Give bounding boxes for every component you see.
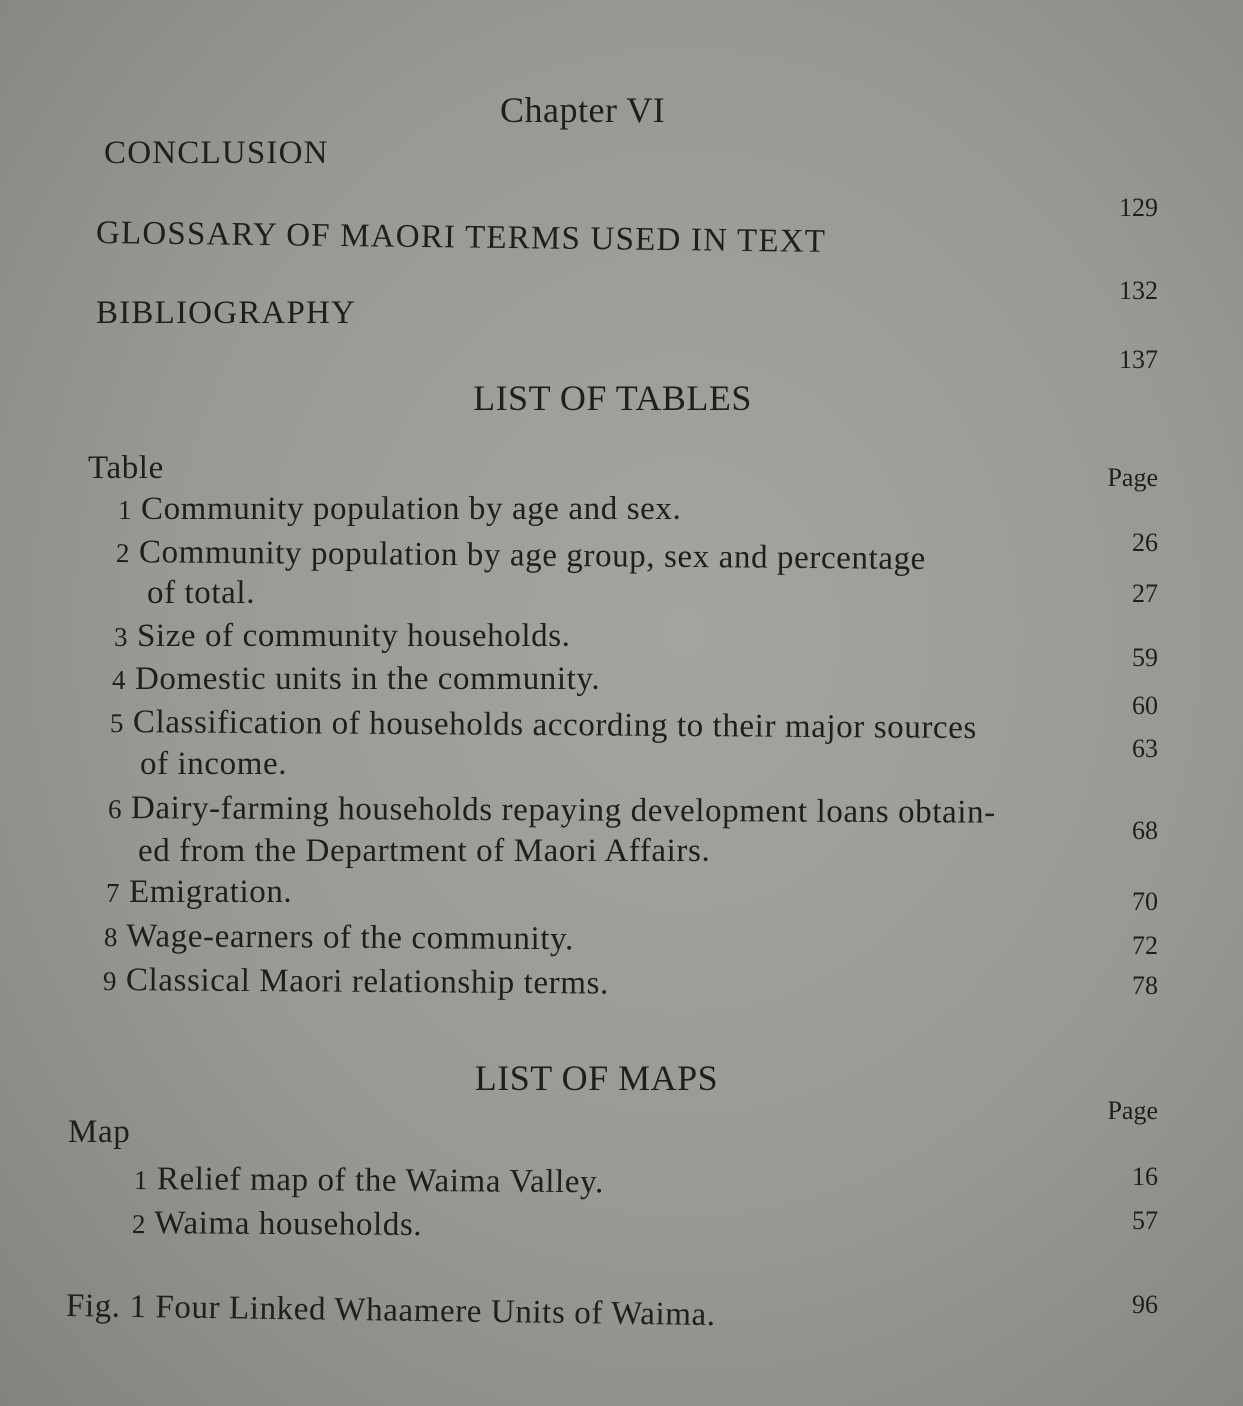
- table-title: Community population by age and sex.: [140, 491, 682, 527]
- table-number: 3: [114, 622, 129, 652]
- maps-page-label: Page: [1107, 1096, 1158, 1125]
- table-number: 2: [115, 538, 131, 569]
- table-row-3: [114, 620, 571, 653]
- map-number: 1: [133, 1165, 149, 1196]
- map-page: 57: [1132, 1206, 1158, 1235]
- table-title: Dairy-farming households repaying development loans obtain-: [130, 790, 996, 831]
- table-page: 59: [1132, 643, 1158, 672]
- tables-column-label: Table: [88, 450, 164, 486]
- chapter-heading: Chapter VI: [500, 90, 666, 130]
- table-page: 68: [1132, 816, 1158, 845]
- entry-conclusion-page: 129: [1119, 193, 1158, 222]
- table-page: 60: [1132, 691, 1158, 720]
- figure-page: 96: [1132, 1290, 1158, 1319]
- table-number: 7: [106, 878, 121, 908]
- map-title: Waima households.: [154, 1205, 423, 1244]
- entry-bibliography-page: 137: [1119, 345, 1158, 374]
- table-row-1: [118, 493, 681, 526]
- table-number: 4: [112, 665, 127, 695]
- table-page: 27: [1132, 579, 1158, 608]
- table-number: 5: [109, 708, 125, 739]
- table-row-7: [106, 876, 292, 909]
- table-title: Community population by age group, sex and percentage: [138, 534, 927, 578]
- tables-page-label: Page: [1107, 463, 1158, 492]
- table-page: 72: [1132, 931, 1158, 960]
- maps-column-label: Map: [68, 1114, 131, 1150]
- table-row-8: [104, 920, 574, 956]
- table-number: 6: [107, 794, 123, 825]
- table-number: 9: [102, 966, 118, 997]
- table-row-2: [116, 536, 926, 576]
- table-title: Classification of households according to their major sources: [132, 704, 978, 747]
- map-number: 2: [131, 1209, 147, 1240]
- maps-heading: LIST OF MAPS: [474, 1058, 719, 1098]
- entry-bibliography: BIBLIOGRAPHY: [96, 295, 357, 331]
- table-row-4: [112, 663, 600, 696]
- table-title: Wage-earners of the community.: [126, 918, 575, 958]
- table-title: Size of community households.: [136, 618, 571, 654]
- table-row-6: [108, 792, 996, 830]
- entry-glossary: GLOSSARY OF MAORI TERMS USED IN TEXT: [95, 215, 827, 260]
- table-page: 70: [1132, 887, 1158, 916]
- table-row-5-continuation: of income.: [140, 746, 288, 782]
- entry-glossary-page: 132: [1119, 276, 1158, 305]
- table-title: Classical Maori relationship terms.: [125, 962, 609, 1002]
- table-page: 26: [1132, 528, 1158, 557]
- map-title: Relief map of the Waima Valley.: [156, 1161, 605, 1201]
- table-number: 1: [118, 495, 133, 525]
- table-number: 8: [103, 922, 119, 953]
- table-row-9: [103, 964, 609, 1001]
- table-row-5: [110, 706, 977, 745]
- table-page: 78: [1132, 971, 1158, 1000]
- table-row-2-continuation: of total.: [147, 575, 256, 611]
- entry-conclusion: CONCLUSION: [104, 135, 329, 171]
- table-title: Emigration.: [128, 874, 293, 910]
- figure-entry: Fig. 1 Four Linked Whaamere Units of Waima.: [65, 1288, 716, 1334]
- table-row-6-continuation: ed from the Department of Maori Affairs.: [138, 833, 711, 869]
- table-page: 63: [1132, 734, 1158, 763]
- map-row-1: [134, 1163, 604, 1199]
- table-title: Domestic units in the community.: [134, 661, 601, 697]
- map-row-2: [132, 1207, 422, 1242]
- map-page: 16: [1132, 1162, 1158, 1191]
- tables-heading: LIST OF TABLES: [473, 378, 752, 418]
